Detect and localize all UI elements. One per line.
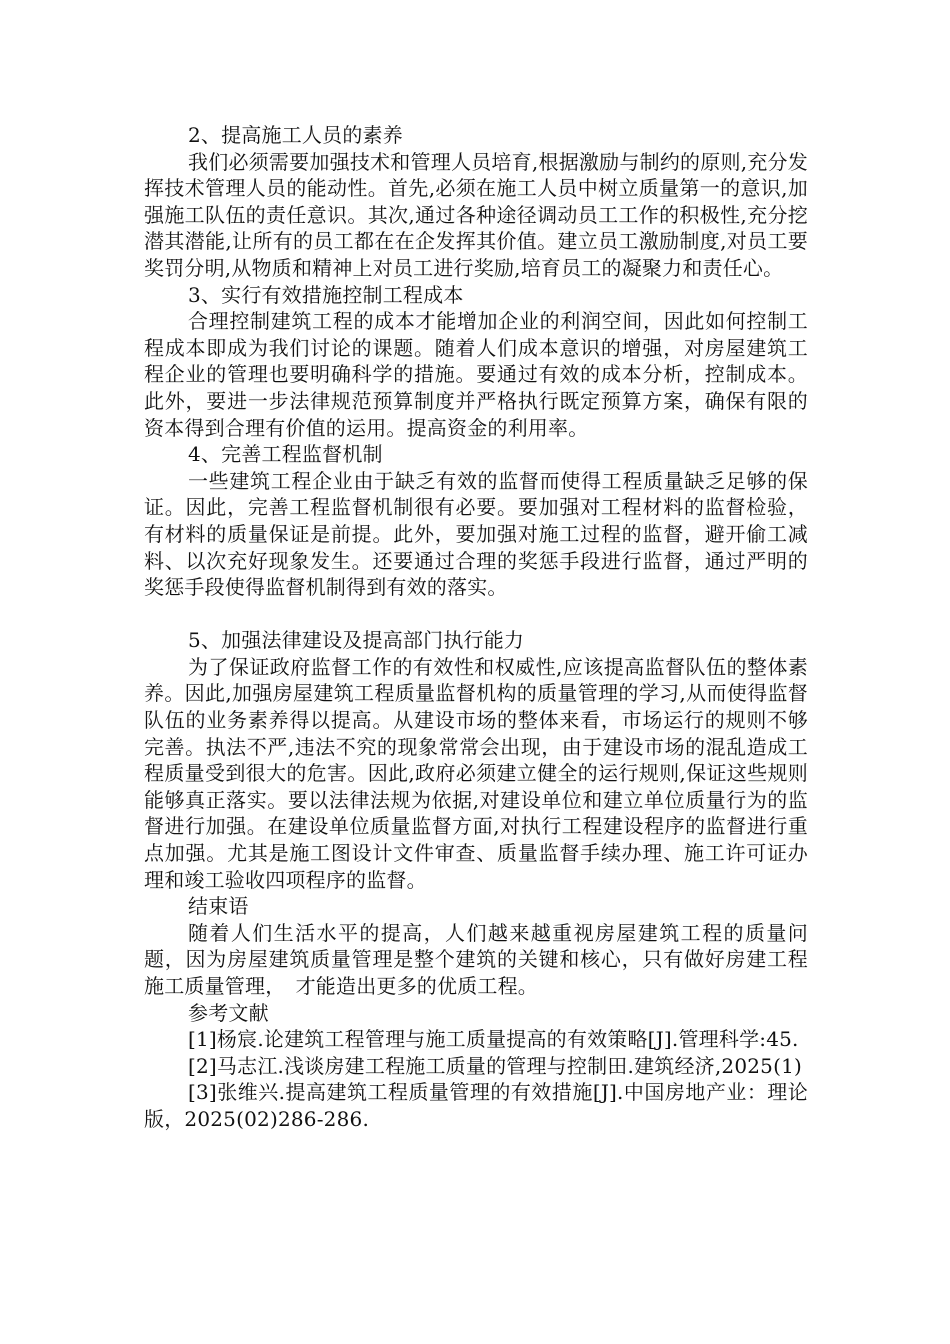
- section-2-heading: 2、提高施工人员的素养: [188, 123, 403, 147]
- conclusion-paragraph: 随着人们生活水平的提高，人们越来越重视房屋建筑工程的质量问题，因为房屋建筑质量管理是整个建筑的关键和核心，只有做好房建工程施工质量管理， 才能造出更多的优质工程。: [144, 920, 808, 998]
- section-5-paragraph: 为了保证政府监督工作的有效性和权威性,应该提高监督队伍的整体素养。因此,加强房屋建筑工程质量监督机构的质量管理的学习,从而使得监督队伍的业务素养得以提高。从建设市场的整体来看，市场运行的规则不够完善。执法不严,违法不究的现象常常会出现，由于建设市场的混乱造成工程质量受到很大的危害。因此,政府必须建立健全的运行规则,保证这些规则能够真正落实。要以法律法规为依据,对建设单位和建立单位质量行为的监督进行加强。在建设单位质量监督方面,对执行工程建设程序的监督进行重点加强。尤其是施工图设计文件审查、质量监督手续办理、施工许可证办理和竣工验收四项程序的监督。: [144, 654, 808, 892]
- section-5-heading: 5、加强法律建设及提高部门执行能力: [188, 628, 525, 653]
- document-body: [144, 122, 808, 1133]
- section-3-paragraph: 合理控制建筑工程的成本才能增加企业的利润空间，因此如何控制工程成本即成为我们讨论的课题。随着人们成本意识的增强，对房屋建筑工程企业的管理也要明确科学的措施。要通过有效的成本分析，控制成本。此外，要进一步法律规范预算制度并严格执行既定预算方案，确保有限的资本得到合理有价值的运用。提高资金的利用率。: [144, 309, 808, 440]
- reference-item-1: [1]杨宸.论建筑工程管理与施工质量提高的有效策略[J].管理科学:45.: [188, 1027, 799, 1052]
- section-4-paragraph: 一些建筑工程企业由于缺乏有效的监督而使得工程质量缺乏足够的保证。因此，完善工程监督机制很有必要。要加强对工程材料的监督检验，有材料的质量保证是前提。此外，要加强对施工过程的监督，避开偷工减料、以次充好现象发生。还要通过合理的奖惩手段进行监督，通过严明的奖惩手段使得监督机制得到有效的落实。: [144, 468, 808, 600]
- conclusion-heading: 结束语: [188, 894, 249, 919]
- section-3-heading: 3、实行有效措施控制工程成本: [188, 282, 464, 307]
- section-4-heading: 4、完善工程监督机制: [188, 442, 383, 467]
- paragraph-spacer: [144, 601, 808, 628]
- reference-item-2: [2]马志江.浅谈房建工程施工质量的管理与控制田.建筑经济,2025(1): [188, 1053, 803, 1078]
- reference-item-3: [3]张维兴.提高建筑工程质量管理的有效措施[J].中国房地产业：理论版，2025(02)286-286.: [144, 1080, 808, 1131]
- references-heading: 参考文献: [188, 1000, 269, 1025]
- section-2-paragraph: 我们必须需要加强技术和管理人员培育,根据激励与制约的原则,充分发挥技术管理人员的能动性。首先,必须在施工人员中树立质量第一的意识,加强施工队伍的责任意识。其次,通过各种途径调动员工工作的积极性,充分挖潜其潜能,让所有的员工都在在企发挥其价值。建立员工激励制度,对员工要奖罚分明,从物质和精神上对员工进行奖励,培育员工的凝聚力和责任心。: [144, 149, 808, 280]
